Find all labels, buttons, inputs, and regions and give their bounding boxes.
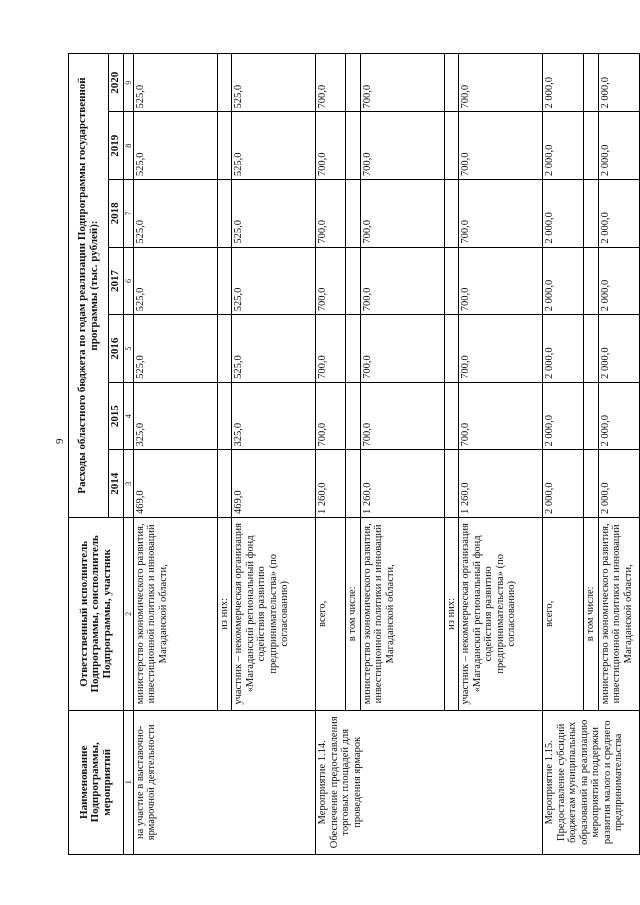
- amount-cell: [346, 450, 361, 518]
- table-row: [133, 54, 217, 855]
- year-header: 2014: [109, 450, 124, 518]
- amount-cell: [217, 315, 232, 383]
- amount-cell: 700,0: [360, 247, 444, 315]
- column-number: 6: [123, 247, 133, 315]
- table-row: [316, 54, 346, 855]
- budget-table: [68, 53, 640, 855]
- amount-cell: 525,0: [232, 247, 316, 315]
- amount-cell: 700,0: [360, 54, 444, 112]
- amount-cell: [217, 247, 232, 315]
- amount-cell: 525,0: [232, 180, 316, 248]
- column-numbers-row: [123, 54, 133, 855]
- amount-cell: 2 000,0: [598, 54, 639, 112]
- amount-cell: 2 000,0: [543, 54, 584, 112]
- year-header: 2015: [109, 382, 124, 450]
- executor-cell: участник – некоммерческая организация «Магаданский региональный фонд содействия развитию предпринимательства» (по согласованию): [459, 518, 543, 711]
- amount-cell: [346, 382, 361, 450]
- executor-cell: министерство экономического развития, инвестиционной политики и инноваций Магаданской области,: [133, 518, 217, 711]
- amount-cell: 2 000,0: [598, 315, 639, 383]
- amount-cell: 2 000,0: [543, 450, 584, 518]
- amount-cell: 525,0: [133, 112, 217, 180]
- amount-cell: [346, 180, 361, 248]
- executor-cell: в том числе:: [346, 518, 361, 711]
- column-number: 7: [123, 180, 133, 248]
- amount-cell: 700,0: [316, 112, 346, 180]
- amount-cell: [444, 315, 459, 383]
- amount-cell: [584, 450, 599, 518]
- amount-cell: [584, 180, 599, 248]
- amount-cell: 700,0: [360, 382, 444, 450]
- amount-cell: 525,0: [133, 315, 217, 383]
- amount-cell: 700,0: [459, 382, 543, 450]
- amount-cell: 700,0: [316, 54, 346, 112]
- header-executor: Ответственный исполнитель Подпрограммы, соисполнитель Подпрограммы, участник: [69, 518, 124, 711]
- amount-cell: 700,0: [459, 315, 543, 383]
- amount-cell: 525,0: [133, 180, 217, 248]
- amount-cell: 2 000,0: [543, 315, 584, 383]
- amount-cell: [584, 54, 599, 112]
- amount-cell: 1 260,0: [360, 450, 444, 518]
- header-expenses: Расходы областного бюджета по годам реализации Подпрограммы государственной программы (тыс. рублей):: [69, 54, 109, 518]
- column-number: 5: [123, 315, 133, 383]
- activity-name: Мероприятие 1.14. Обеспечение предоставления торговых площадей для проведения ярмарок: [316, 710, 543, 854]
- amount-cell: 1 260,0: [459, 450, 543, 518]
- amount-cell: 325,0: [133, 382, 217, 450]
- amount-cell: 525,0: [232, 315, 316, 383]
- amount-cell: 700,0: [316, 382, 346, 450]
- column-number: 9: [123, 54, 133, 112]
- executor-cell: участник – некоммерческая организация «Магаданский региональный фонд содействия развитию предпринимательства» (по согласованию): [232, 518, 316, 711]
- amount-cell: 2 000,0: [598, 112, 639, 180]
- header-name: Наименование Подпрограммы, мероприятий: [69, 710, 124, 854]
- amount-cell: [444, 450, 459, 518]
- executor-cell: всего,: [316, 518, 346, 711]
- amount-cell: [217, 180, 232, 248]
- activity-name: на участие в выставочно-ярмарочной деятельности: [133, 710, 316, 854]
- amount-cell: 2 000,0: [598, 382, 639, 450]
- activity-name: Мероприятие 1.15. Предоставление субсидий бюджетам муниципальных образований на реализацию мероприятий поддержки развития малого и среднего предпринимательства: [543, 710, 640, 854]
- amount-cell: 2 000,0: [598, 180, 639, 248]
- executor-cell: в том числе:: [584, 518, 599, 711]
- column-number: 4: [123, 382, 133, 450]
- amount-cell: 2 000,0: [598, 247, 639, 315]
- column-number: 3: [123, 450, 133, 518]
- amount-cell: [346, 247, 361, 315]
- amount-cell: [584, 247, 599, 315]
- executor-cell: министерство экономического развития, инвестиционной политики и инноваций Магаданской области,: [598, 518, 639, 711]
- column-number: 1: [123, 710, 133, 854]
- amount-cell: 700,0: [316, 315, 346, 383]
- amount-cell: [217, 112, 232, 180]
- table-body: [133, 54, 639, 855]
- executor-cell: из них:: [217, 518, 232, 711]
- amount-cell: 700,0: [316, 180, 346, 248]
- amount-cell: 525,0: [232, 112, 316, 180]
- year-header: 2016: [109, 315, 124, 383]
- amount-cell: 2 000,0: [543, 382, 584, 450]
- amount-cell: [444, 54, 459, 112]
- amount-cell: [584, 315, 599, 383]
- year-header: 2020: [109, 54, 124, 112]
- amount-cell: 469,0: [232, 450, 316, 518]
- amount-cell: 525,0: [133, 247, 217, 315]
- amount-cell: [217, 382, 232, 450]
- column-number: 2: [123, 518, 133, 711]
- amount-cell: 525,0: [232, 54, 316, 112]
- amount-cell: [444, 382, 459, 450]
- amount-cell: [346, 112, 361, 180]
- amount-cell: 700,0: [459, 180, 543, 248]
- amount-cell: 700,0: [360, 180, 444, 248]
- table-row: [543, 54, 584, 855]
- amount-cell: 2 000,0: [543, 180, 584, 248]
- amount-cell: [217, 450, 232, 518]
- amount-cell: [444, 180, 459, 248]
- year-header: 2017: [109, 247, 124, 315]
- amount-cell: [584, 382, 599, 450]
- amount-cell: [217, 54, 232, 112]
- amount-cell: 700,0: [459, 54, 543, 112]
- amount-cell: 1 260,0: [316, 450, 346, 518]
- amount-cell: [444, 112, 459, 180]
- amount-cell: 700,0: [360, 315, 444, 383]
- amount-cell: 2 000,0: [543, 247, 584, 315]
- executor-cell: из них:: [444, 518, 459, 711]
- executor-cell: министерство экономического развития, инвестиционной политики и инноваций Магаданской области,: [360, 518, 444, 711]
- amount-cell: [584, 112, 599, 180]
- amount-cell: [444, 247, 459, 315]
- amount-cell: 325,0: [232, 382, 316, 450]
- amount-cell: [346, 315, 361, 383]
- amount-cell: 700,0: [316, 247, 346, 315]
- amount-cell: 2 000,0: [543, 112, 584, 180]
- year-header: 2018: [109, 180, 124, 248]
- amount-cell: 700,0: [459, 112, 543, 180]
- amount-cell: 525,0: [133, 54, 217, 112]
- amount-cell: 2 000,0: [598, 450, 639, 518]
- amount-cell: 700,0: [459, 247, 543, 315]
- amount-cell: 700,0: [360, 112, 444, 180]
- amount-cell: [346, 54, 361, 112]
- amount-cell: 469,0: [133, 450, 217, 518]
- year-header: 2019: [109, 112, 124, 180]
- rotated-table-area: [68, 53, 634, 855]
- executor-cell: всего,: [543, 518, 584, 711]
- page-number: 9: [54, 438, 66, 444]
- column-number: 8: [123, 112, 133, 180]
